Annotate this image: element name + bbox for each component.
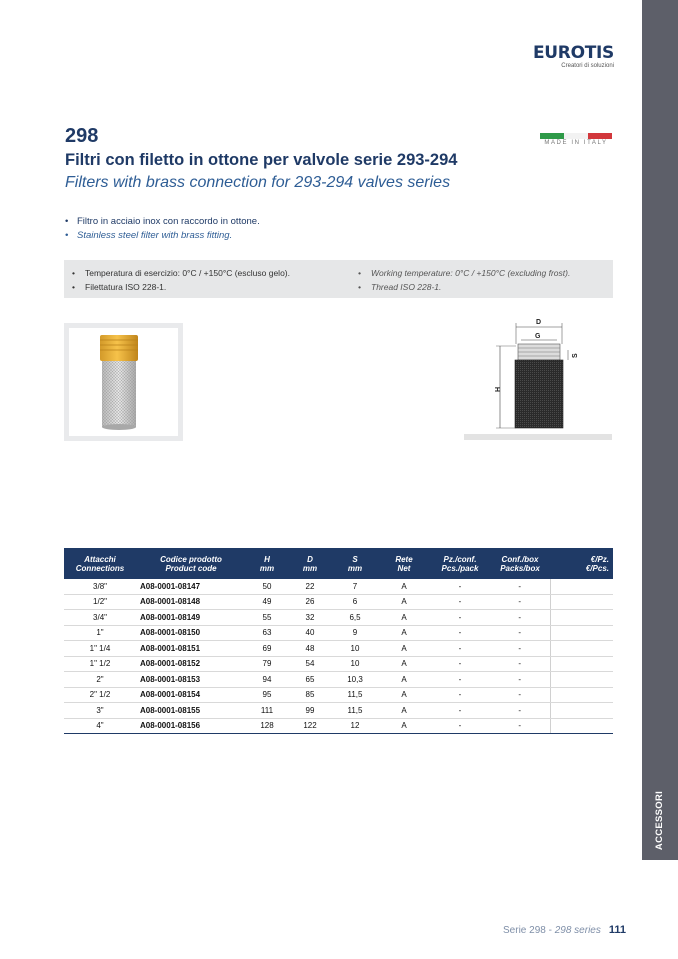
table-cell: A08-0001-08155 xyxy=(136,703,246,719)
table-cell: 94 xyxy=(246,672,288,688)
spec-it-2: • Filettatura ISO 228-1. xyxy=(72,282,167,292)
table-cell: - xyxy=(490,641,550,657)
table-cell: 1" 1/4 xyxy=(64,641,136,657)
table-cell: A xyxy=(378,718,430,734)
feature-italian-text: Filtro in acciaio inox con raccordo in ottone. xyxy=(77,216,260,227)
table-cell xyxy=(550,579,613,594)
filter-photo xyxy=(69,328,178,436)
table-cell: - xyxy=(430,718,490,734)
table-cell: 122 xyxy=(288,718,332,734)
italian-flag-icon xyxy=(540,133,612,139)
table-cell: A xyxy=(378,625,430,641)
table-cell: 10 xyxy=(332,641,378,657)
table-cell: - xyxy=(430,672,490,688)
table-cell: 4" xyxy=(64,718,136,734)
header-s: S mm xyxy=(332,548,378,579)
table-cell: A xyxy=(378,594,430,610)
table-cell: 99 xyxy=(288,703,332,719)
table-cell: 54 xyxy=(288,656,332,672)
table-cell: 10,3 xyxy=(332,672,378,688)
table-cell: - xyxy=(430,703,490,719)
table-row xyxy=(64,625,613,641)
table-cell: 1/2" xyxy=(64,594,136,610)
table-cell: 9 xyxy=(332,625,378,641)
table-cell: 22 xyxy=(288,579,332,594)
specs-box xyxy=(64,260,613,298)
feature-italian: • Filtro in acciaio inox con raccordo in ottone. xyxy=(65,216,260,227)
table-row xyxy=(64,641,613,657)
made-in-italy: MADE IN ITALY xyxy=(544,140,608,146)
table-cell: A08-0001-08152 xyxy=(136,656,246,672)
table-cell: - xyxy=(430,625,490,641)
table-cell: A08-0001-08148 xyxy=(136,594,246,610)
table-body xyxy=(64,579,613,734)
table-cell xyxy=(550,625,613,641)
table-cell: 69 xyxy=(246,641,288,657)
table-cell xyxy=(550,610,613,626)
spec-en-1-text: Working temperature: 0°C / +150°C (excluding frost). xyxy=(371,268,571,278)
spec-en-1: • Working temperature: 0°C / +150°C (excluding frost). xyxy=(358,268,571,278)
table-cell: - xyxy=(490,687,550,703)
table-cell xyxy=(550,703,613,719)
header-h: H mm xyxy=(246,548,288,579)
side-band xyxy=(642,0,678,860)
table-row xyxy=(64,718,613,734)
table-cell: 6,5 xyxy=(332,610,378,626)
spec-it-1-text: Temperatura di esercizio: 0°C / +150°C (escluso gelo). xyxy=(85,268,290,278)
label-h: H xyxy=(495,386,502,392)
page-footer xyxy=(480,924,626,936)
table-cell: - xyxy=(490,579,550,594)
table-cell: A08-0001-08147 xyxy=(136,579,246,594)
table-cell xyxy=(550,687,613,703)
table-cell xyxy=(550,594,613,610)
logo-brand: EUROTIS xyxy=(532,43,614,63)
label-s: S xyxy=(572,353,579,358)
product-photo-frame xyxy=(64,323,183,441)
table-cell: 3/8" xyxy=(64,579,136,594)
footer-separator: - xyxy=(545,925,555,936)
feature-english: • Stainless steel filter with brass fitting. xyxy=(65,230,233,241)
table-cell: 11,5 xyxy=(332,703,378,719)
header-pcs-pack: Pz./conf. Pcs./pack xyxy=(430,548,490,579)
side-tab-accessori xyxy=(642,790,678,850)
table-row xyxy=(64,579,613,594)
header-d: D mm xyxy=(288,548,332,579)
table-cell: A xyxy=(378,579,430,594)
table-cell: - xyxy=(490,703,550,719)
spec-en-2-text: Thread ISO 228-1. xyxy=(371,282,442,292)
table-cell: - xyxy=(490,718,550,734)
table-cell: 2" 1/2 xyxy=(64,687,136,703)
table-cell: 65 xyxy=(288,672,332,688)
table-row xyxy=(64,610,613,626)
table-cell: A xyxy=(378,703,430,719)
spec-en-2: • Thread ISO 228-1. xyxy=(358,282,442,292)
table-cell: - xyxy=(430,687,490,703)
table-cell: A xyxy=(378,610,430,626)
table-cell: A08-0001-08154 xyxy=(136,687,246,703)
table-row xyxy=(64,703,613,719)
table-cell xyxy=(550,656,613,672)
table-header xyxy=(64,548,613,579)
footer-series-en: 298 series xyxy=(554,925,601,936)
table-cell: - xyxy=(490,625,550,641)
table-cell: A xyxy=(378,656,430,672)
spec-it-1: • Temperatura di esercizio: 0°C / +150°C (escluso gelo). xyxy=(72,268,290,278)
footer-series-it: Serie 298 xyxy=(503,925,546,936)
table-cell: 79 xyxy=(246,656,288,672)
table-cell: A xyxy=(378,641,430,657)
table-cell: - xyxy=(430,594,490,610)
header-price: €/Pz. €/Pcs. xyxy=(550,548,613,579)
table-cell xyxy=(550,641,613,657)
table-cell: 48 xyxy=(288,641,332,657)
table-cell xyxy=(550,672,613,688)
table-cell: - xyxy=(430,641,490,657)
page-number: 111 xyxy=(608,924,626,936)
table-cell: 85 xyxy=(288,687,332,703)
product-table xyxy=(64,548,613,734)
spec-it-2-text: Filettatura ISO 228-1. xyxy=(85,282,167,292)
label-g: G xyxy=(535,333,541,340)
table-cell: A xyxy=(378,672,430,688)
table-cell: - xyxy=(430,656,490,672)
table-cell: 6 xyxy=(332,594,378,610)
logo-tagline: Creatori di soluzioni xyxy=(561,63,614,69)
table-cell: 32 xyxy=(288,610,332,626)
header-product-code: Codice prodotto Product code xyxy=(136,548,246,579)
table-cell: A08-0001-08149 xyxy=(136,610,246,626)
side-tab-label: ACCESSORI xyxy=(654,790,666,850)
table-cell: 11,5 xyxy=(332,687,378,703)
table-cell: 2" xyxy=(64,672,136,688)
table-cell: 12 xyxy=(332,718,378,734)
header-connections: Attacchi Connections xyxy=(64,548,136,579)
table-cell: - xyxy=(490,672,550,688)
table-cell: 55 xyxy=(246,610,288,626)
feature-english-text: Stainless steel filter with brass fitting. xyxy=(77,230,233,241)
eurotis-logo xyxy=(528,44,614,70)
table-cell: A08-0001-08156 xyxy=(136,718,246,734)
table-cell: 111 xyxy=(246,703,288,719)
product-series-code: 298 xyxy=(65,125,99,147)
table-cell: 63 xyxy=(246,625,288,641)
table-cell: 1" 1/2 xyxy=(64,656,136,672)
label-d: D xyxy=(536,319,542,326)
title-english: Filters with brass connection for 293-294 valves series xyxy=(65,174,451,191)
table-cell: A08-0001-08150 xyxy=(136,625,246,641)
table-cell: A08-0001-08151 xyxy=(136,641,246,657)
table-cell: 3/4" xyxy=(64,610,136,626)
table-cell: 40 xyxy=(288,625,332,641)
table-cell: - xyxy=(430,579,490,594)
table-cell: - xyxy=(490,594,550,610)
table-row xyxy=(64,656,613,672)
table-row xyxy=(64,594,613,610)
technical-drawing xyxy=(464,314,612,440)
table-cell: 10 xyxy=(332,656,378,672)
table-cell xyxy=(550,718,613,734)
table-cell: - xyxy=(490,610,550,626)
title-italian: Filtri con filetto in ottone per valvole serie 293-294 xyxy=(65,151,458,169)
table-cell: A xyxy=(378,687,430,703)
table-cell: 26 xyxy=(288,594,332,610)
table-cell: 95 xyxy=(246,687,288,703)
header-net: Rete Net xyxy=(378,548,430,579)
table-cell: A08-0001-08153 xyxy=(136,672,246,688)
table-cell: 1" xyxy=(64,625,136,641)
header-packs-box: Conf./box Packs/box xyxy=(490,548,550,579)
table-cell: 49 xyxy=(246,594,288,610)
table-cell: 128 xyxy=(246,718,288,734)
table-cell: 7 xyxy=(332,579,378,594)
table-cell: 3" xyxy=(64,703,136,719)
table-cell: 50 xyxy=(246,579,288,594)
table-cell: - xyxy=(430,610,490,626)
table-cell: - xyxy=(490,656,550,672)
table-row xyxy=(64,687,613,703)
table-row xyxy=(64,672,613,688)
